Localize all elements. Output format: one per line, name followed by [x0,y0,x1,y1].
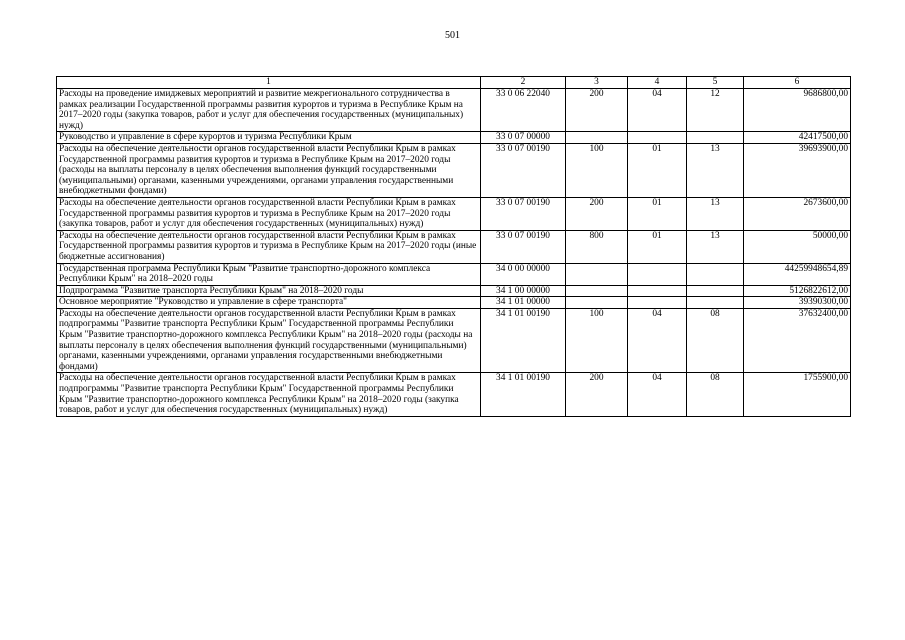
row-section: 01 [628,230,687,263]
row-subsection [687,285,744,297]
row-amount: 1755900,00 [744,373,851,416]
header-cell: 2 [481,77,566,89]
page-number: 501 [445,30,460,41]
row-subsection [687,263,744,285]
header-cell: 6 [744,77,851,89]
row-subsection: 13 [687,143,744,197]
row-description: Государственная программа Республики Крым "Развитие транспортно-дорожного комплекса Республики Крым" на 2018–2020 годы [57,263,481,285]
row-code: 33 0 07 00000 [481,132,566,144]
row-amount: 5126822612,00 [744,285,851,297]
row-description: Расходы на обеспечение деятельности органов государственной власти Республики Крым в рамках Государственной программы развития курортов и туризма в Республике Крым на 2017–2020 годы (иные бюджетные ассигнования) [57,230,481,263]
row-amount: 9686800,00 [744,89,851,132]
row-code: 34 1 01 00000 [481,297,566,309]
row-amount: 2673600,00 [744,197,851,230]
row-section: 04 [628,308,687,373]
row-expense-type: 100 [566,143,628,197]
row-expense-type: 800 [566,230,628,263]
row-code: 34 1 00 00000 [481,285,566,297]
row-amount: 42417500,00 [744,132,851,144]
row-amount: 44259948654,89 [744,263,851,285]
row-expense-type: 100 [566,308,628,373]
row-section: 01 [628,143,687,197]
row-description: Расходы на обеспечение деятельности органов государственной власти Республики Крым в рамках подпрограммы "Развитие транспорта Республики Крым" Государственной программы Республики Крым "Развитие транспортно-дорожного комплекса Республики Крым" на 2018–2020 годы (закупка товаров, работ и услуг для обеспечения государственных (муниципальных) нужд) [57,373,481,416]
row-section [628,297,687,309]
row-subsection: 08 [687,373,744,416]
row-description: Основное мероприятие "Руководство и управление в сфере транспорта" [57,297,481,309]
row-expense-type: 200 [566,373,628,416]
row-code: 33 0 06 22040 [481,89,566,132]
row-amount: 39693900,00 [744,143,851,197]
table-row [57,143,851,197]
row-expense-type: 200 [566,197,628,230]
header-cell: 4 [628,77,687,89]
row-expense-type [566,263,628,285]
row-section: 04 [628,89,687,132]
row-code: 33 0 07 00190 [481,230,566,263]
row-section [628,263,687,285]
table-row [57,230,851,263]
row-expense-type [566,297,628,309]
row-section [628,285,687,297]
row-code: 34 1 01 00190 [481,308,566,373]
row-expense-type [566,285,628,297]
row-subsection [687,297,744,309]
row-amount: 39390300,00 [744,297,851,309]
row-section [628,132,687,144]
row-subsection: 13 [687,197,744,230]
table-row [57,197,851,230]
row-subsection [687,132,744,144]
row-description: Расходы на проведение имиджевых мероприятий и развитие межрегионального сотрудничества в рамках реализации Государственной программы развития курортов и туризма в Республике Крым на 2017–2020 годы (закупка товаров, работ и услуг для обеспечения государственных (муниципальных) нужд) [57,89,481,132]
row-code: 34 0 00 00000 [481,263,566,285]
row-description: Расходы на обеспечение деятельности органов государственной власти Республики Крым в рамках Государственной программы развития курортов и туризма в Республике Крым на 2017–2020 годы (расходы на выплаты персоналу в целях обеспечения выполнения функций государственными (муниципальными) органами, казенными учреждениями, органами управления государственными внебюджетными фондами) [57,143,481,197]
row-section: 01 [628,197,687,230]
budget-table [56,76,851,417]
row-subsection: 13 [687,230,744,263]
table-row [57,373,851,416]
row-description: Руководство и управление в сфере курортов и туризма Республики Крым [57,132,481,144]
header-cell: 1 [57,77,481,89]
header-row [57,77,851,89]
row-subsection: 08 [687,308,744,373]
row-expense-type: 200 [566,89,628,132]
header-cell: 5 [687,77,744,89]
table-row [57,132,851,144]
row-description: Расходы на обеспечение деятельности органов государственной власти Республики Крым в рамках Государственной программы развития курортов и туризма в Республике Крым на 2017–2020 годы (закупка товаров, работ и услуг для обеспечения государственных (муниципальных) нужд) [57,197,481,230]
row-expense-type [566,132,628,144]
row-amount: 50000,00 [744,230,851,263]
row-subsection: 12 [687,89,744,132]
row-code: 33 0 07 00190 [481,143,566,197]
table-row [57,89,851,132]
row-code: 33 0 07 00190 [481,197,566,230]
table-row [57,263,851,285]
table-row [57,308,851,373]
row-code: 34 1 01 00190 [481,373,566,416]
table-row [57,297,851,309]
row-description: Подпрограмма "Развитие транспорта Республики Крым" на 2018–2020 годы [57,285,481,297]
table-row [57,285,851,297]
row-description: Расходы на обеспечение деятельности органов государственной власти Республики Крым в рамках подпрограммы "Развитие транспорта Республики Крым" Государственной программы Республики Крым "Развитие транспортно-дорожного комплекса Республики Крым" на 2018–2020 годы (расходы на выплаты персоналу в целях обеспечения выполнения функций государственными (муниципальными) органами, казенными учреждениями, органами управления государственными внебюджетными фондами) [57,308,481,373]
row-section: 04 [628,373,687,416]
row-amount: 37632400,00 [744,308,851,373]
header-cell: 3 [566,77,628,89]
